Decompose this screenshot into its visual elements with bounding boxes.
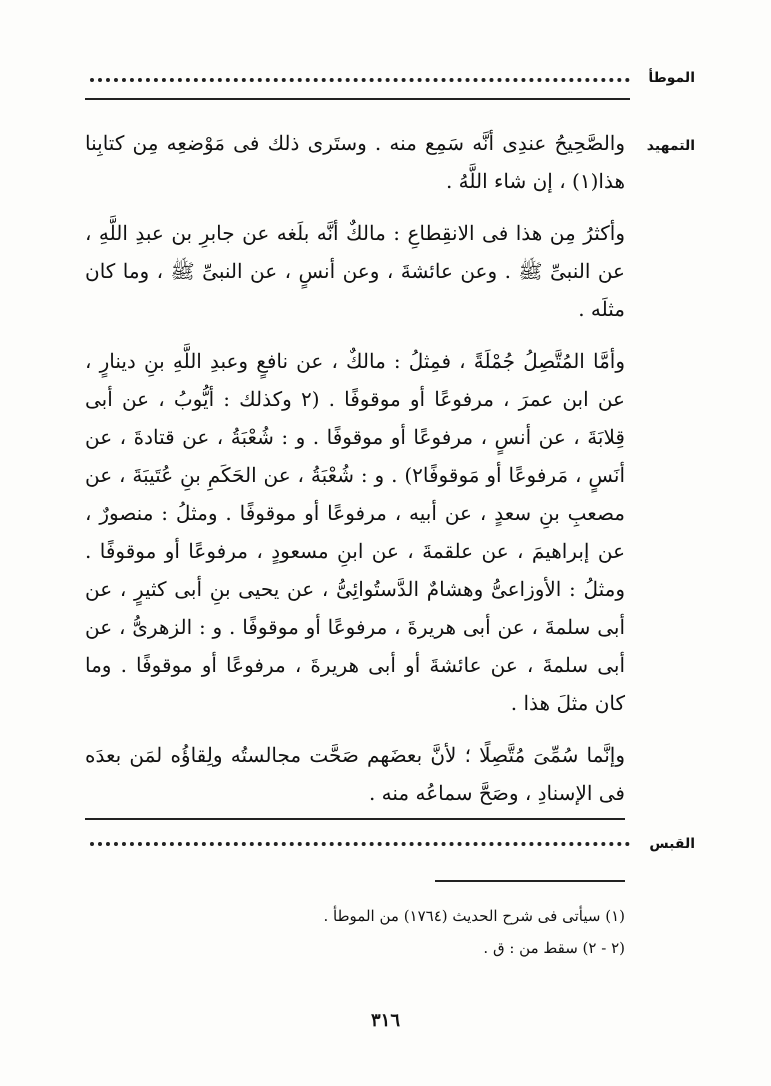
lower-section-side-label: القبس	[649, 836, 695, 852]
paragraph-1: والصَّحِيحُ عندِى أنَّه سَمِع منه . وستَرى ذلك فى مَوْضعِه مِن كتابِنا هذا(١) ، إن شاء اللَّهُ .	[85, 131, 625, 193]
lower-section-rule	[85, 818, 625, 820]
lower-section-dotted-line	[90, 832, 630, 846]
section-side-label: التمهيد	[646, 138, 695, 154]
footnote-2: (٢ - ٢) سقط من : ق .	[483, 939, 625, 957]
header-dotted-line	[90, 68, 630, 82]
main-text	[85, 124, 625, 826]
paragraph-4: وإنَّما سُمِّىَ مُتَّصِلًا ؛ لأنَّ بعضَهم صَحَّت مجالستُه ولِقاؤُه لمَن بعدَه فى الإسنادِ ، وصَحَّ سماعُه منه .	[85, 743, 625, 805]
footnote-separator	[435, 880, 625, 882]
paragraph-3: وأمَّا المُتَّصِلُ جُمْلَةً ، فمِثلُ : مالكٌ ، عن نافعٍ وعبدِ اللَّهِ بنِ دينارٍ ، عن ابن عمرَ ، مرفوعًا أو موقوفًا . (٢ وكذلك : أيُّوبُ ، عن أبى قِلابَةَ ، عن أنسٍ ، مرفوعًا أو موقوفًا . و : شُعْبَةُ ، عن قتادةَ ، عن أنَسٍ ، مَرفوعًا أو مَوقوفًا٢) . و : شُعْبَةُ ، عن الحَكَمِ بنِ عُتَيبَةَ ، عن مصعبِ بنِ سعدٍ ، عن أبيه ، مرفوعًا أو موقوفًا . ومثلُ : منصورٌ ، عن إبراهيمَ ، عن علقمةَ ، عن ابنِ مسعودٍ ، مرفوعًا أو موقوفًا . ومثلُ : الأوزاعىُّ وهشامٌ الدَّستُوائِىُّ ، عن يحيى بنِ أبى كثيرٍ ، عن أبى سلمةَ ، عن أبى هريرةَ ، مرفوعًا أو موقوفًا . و : الزهرىُّ ، عن أبى سلمةَ ، عن عائشةَ أو أبى هريرةَ ، مرفوعًا أو موقوفًا . وما كان مثلَ هذا .	[85, 349, 626, 715]
paragraph-2: وأكثرُ مِن هذا فى الانقِطاعِ : مالكٌ أنَّه بلَغه عن جابرِ بن عبدِ اللَّهِ ، عن النبىِّ ﷺ . وعن عائشةَ ، وعن أنسٍ ، عن النبىِّ ﷺ ، وما كان مثلَه .	[85, 221, 625, 321]
page-number: ٣١٦	[370, 1010, 400, 1031]
header-book-label: الموطأ	[648, 70, 695, 86]
header-rule	[85, 98, 630, 100]
footnote-1: (١) سيأتى فى شرح الحديث (١٧٦٤) من الموطأ .	[323, 907, 625, 925]
footnotes	[85, 900, 625, 964]
